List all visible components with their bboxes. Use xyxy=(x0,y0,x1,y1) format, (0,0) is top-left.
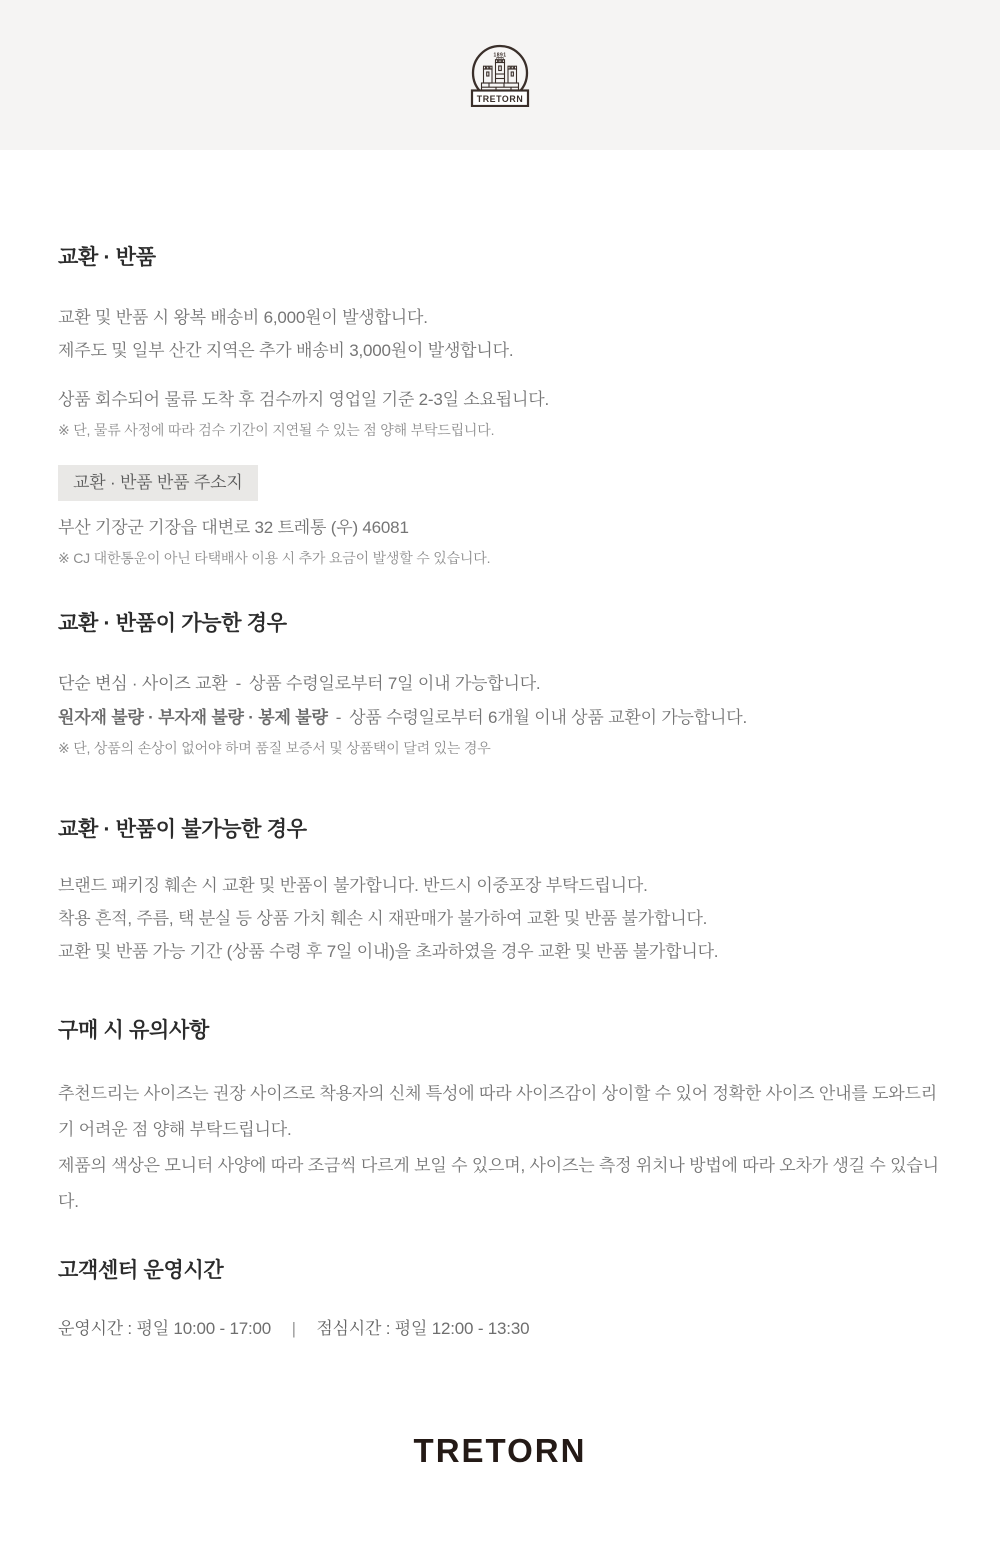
exchange-possible-note: ※ 단, 상품의 손상이 없어야 하며 품질 보증서 및 상품택이 달려 있는 경우 xyxy=(58,740,491,756)
emblem-brand-text: TRETORN xyxy=(476,94,524,104)
size-guide-text: 추천드리는 사이즈는 권장 사이즈로 착용자의 신체 특성에 따라 사이즈감이 상이할 수 있어 정확한 사이즈 안내를 도와드리기 어려운 점 양해 부탁드립니다. xyxy=(58,1084,937,1139)
header-band xyxy=(0,0,1000,150)
footer xyxy=(58,1432,942,1560)
lunch-hours-label: 점심시간 : xyxy=(316,1319,391,1338)
operating-hours-label: 운영시간 : xyxy=(58,1319,132,1338)
cs-hours-title: 고객센터 운영시간 xyxy=(58,1259,224,1282)
section-exchange-impossible xyxy=(58,817,942,968)
return-address-label-wrap xyxy=(58,465,942,501)
policy-content xyxy=(0,245,1000,1560)
impossible-line3: 교환 및 반품 가능 기간 (상품 수령 후 7일 이내)을 초과하였을 경우 교환 및 반품 불가합니다. xyxy=(58,942,719,961)
cs-hours-line xyxy=(58,1314,942,1344)
shipping-fee-line2: 제주도 및 일부 산간 지역은 추가 배송비 3,000원이 발생합니다. xyxy=(58,341,514,360)
dash-separator: - xyxy=(235,674,242,693)
return-address-label-badge: 교환 · 반품 반품 주소지 xyxy=(58,465,258,501)
emblem-year-text: 1891 xyxy=(493,52,507,59)
exchange-possible-lines xyxy=(58,667,942,735)
tretorn-wordmark: TRETORN xyxy=(413,1432,587,1469)
impossible-line1: 브랜드 패키징 훼손 시 교환 및 반품이 불가합니다. 반드시 이중포장 부탁드립니다. xyxy=(58,876,648,895)
dash-separator: - xyxy=(335,708,342,727)
exchange-impossible-lines xyxy=(58,869,942,968)
simple-change-lead: 단순 변심 · 사이즈 교환 xyxy=(58,674,228,693)
section-customer-service xyxy=(58,1258,942,1344)
inspection-period-note: ※ 단, 물류 사정에 따라 검수 기간이 지연될 수 있는 점 양해 부탁드립니다. xyxy=(58,422,495,438)
section-purchase-notice xyxy=(58,1018,942,1220)
exchange-impossible-title: 교환 · 반품이 불가능한 경우 xyxy=(58,818,307,841)
tretorn-emblem-logo xyxy=(465,43,535,107)
shipping-fee-paragraph xyxy=(58,301,942,367)
lunch-hours-value: 평일 12:00 - 13:30 xyxy=(394,1319,530,1338)
shipping-fee-line1: 교환 및 반품 시 왕복 배송비 6,000원이 발생합니다. xyxy=(58,308,428,327)
inspection-period-text: 상품 회수되어 물류 도착 후 검수까지 영업일 기준 2-3일 소요됩니다. xyxy=(58,390,549,409)
simple-change-rest: 상품 수령일로부터 7일 이내 가능합니다. xyxy=(249,674,541,693)
section-exchange-possible xyxy=(58,611,942,761)
exchange-possible-title: 교환 · 반품이 가능한 경우 xyxy=(58,612,287,635)
purchase-notice-lines xyxy=(58,1076,942,1220)
courier-note: ※ CJ 대한통운이 아닌 타택배사 이용 시 추가 요금이 발생할 수 있습니다. xyxy=(58,550,491,566)
hours-divider: | xyxy=(291,1319,296,1338)
return-address-text: 부산 기장군 기장읍 대변로 32 트레통 (우) 46081 xyxy=(58,518,409,537)
defect-lead: 원자재 불량 · 부자재 불량 · 봉제 불량 xyxy=(58,708,328,727)
operating-hours-value: 평일 10:00 - 17:00 xyxy=(136,1319,272,1338)
defect-rest: 상품 수령일로부터 6개월 이내 상품 교환이 가능합니다. xyxy=(349,708,747,727)
impossible-line2: 착용 흔적, 주름, 택 분실 등 상품 가치 훼손 시 재판매가 불가하여 교환 및 반품 불가합니다. xyxy=(58,909,708,928)
color-monitor-text: 제품의 색상은 모니터 사양에 따라 조금씩 다르게 보일 수 있으며, 사이즈는 측정 위치나 방법에 따라 오차가 생길 수 있습니다. xyxy=(58,1156,939,1211)
section-exchange-return xyxy=(58,245,942,571)
purchase-notice-title: 구매 시 유의사항 xyxy=(58,1019,209,1042)
exchange-return-title: 교환 · 반품 xyxy=(58,246,156,269)
